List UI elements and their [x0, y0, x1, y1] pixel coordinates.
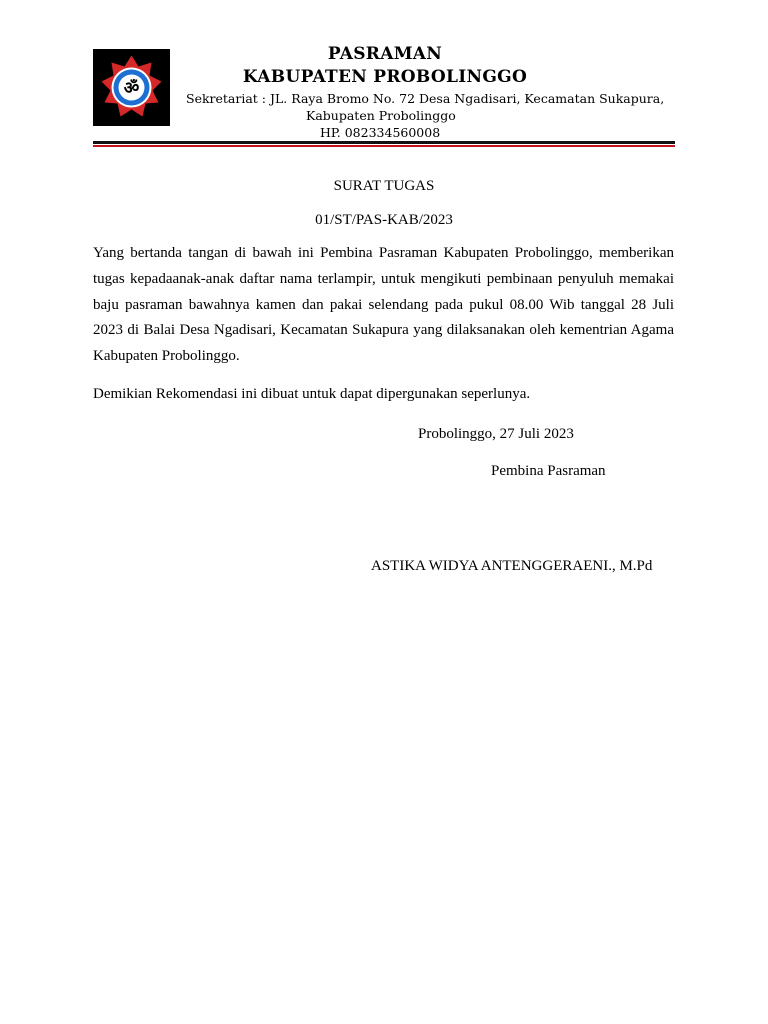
address-line2: Kabupaten Probolinggo: [306, 108, 456, 123]
signature-role: Pembina Pasraman: [491, 463, 606, 479]
org-title-line1: PASRAMAN: [327, 44, 443, 64]
letter-title: SURAT TUGAS: [333, 178, 435, 194]
phone-number: HP. 082334560008: [320, 125, 441, 140]
pasraman-emblem-icon: [93, 49, 170, 126]
address-line1: Sekretariat : JL. Raya Bromo No. 72 Desa Ngadisari, Kecamatan Sukapura,: [186, 91, 665, 106]
signature-place-date: Probolinggo, 27 Juli 2023: [418, 426, 574, 442]
header-rule-dark: [93, 141, 675, 144]
letter-body: Yang bertanda tangan di bawah ini Pembina Pasraman Kabupaten Probolinggo, memberikan tugas kepadaanak-anak daftar nama terlampir, untuk mengikuti pembinaan penyuluh memakai baju pasraman bawahnya kamen dan pakai selendang pada pukul 08.00 Wib tanggal 28 Juli 2023 di Balai Desa Ngadisari, Kecamatan Sukapura yang dilaksanakan oleh kementrian Agama Kabupaten Probolinggo.: [93, 245, 674, 365]
svg-text:ॐ: ॐ: [123, 78, 140, 99]
letter-number: 01/ST/PAS-KAB/2023: [315, 212, 453, 228]
signer-name: ASTIKA WIDYA ANTENGGERAENI., M.Pd: [371, 558, 653, 574]
letter-closing: Demikian Rekomendasi ini dibuat untuk dapat dipergunakan seperlunya.: [93, 386, 531, 402]
org-title-line2: KABUPATEN PROBOLINGGO: [242, 67, 528, 87]
header-rule-red: [93, 145, 675, 147]
